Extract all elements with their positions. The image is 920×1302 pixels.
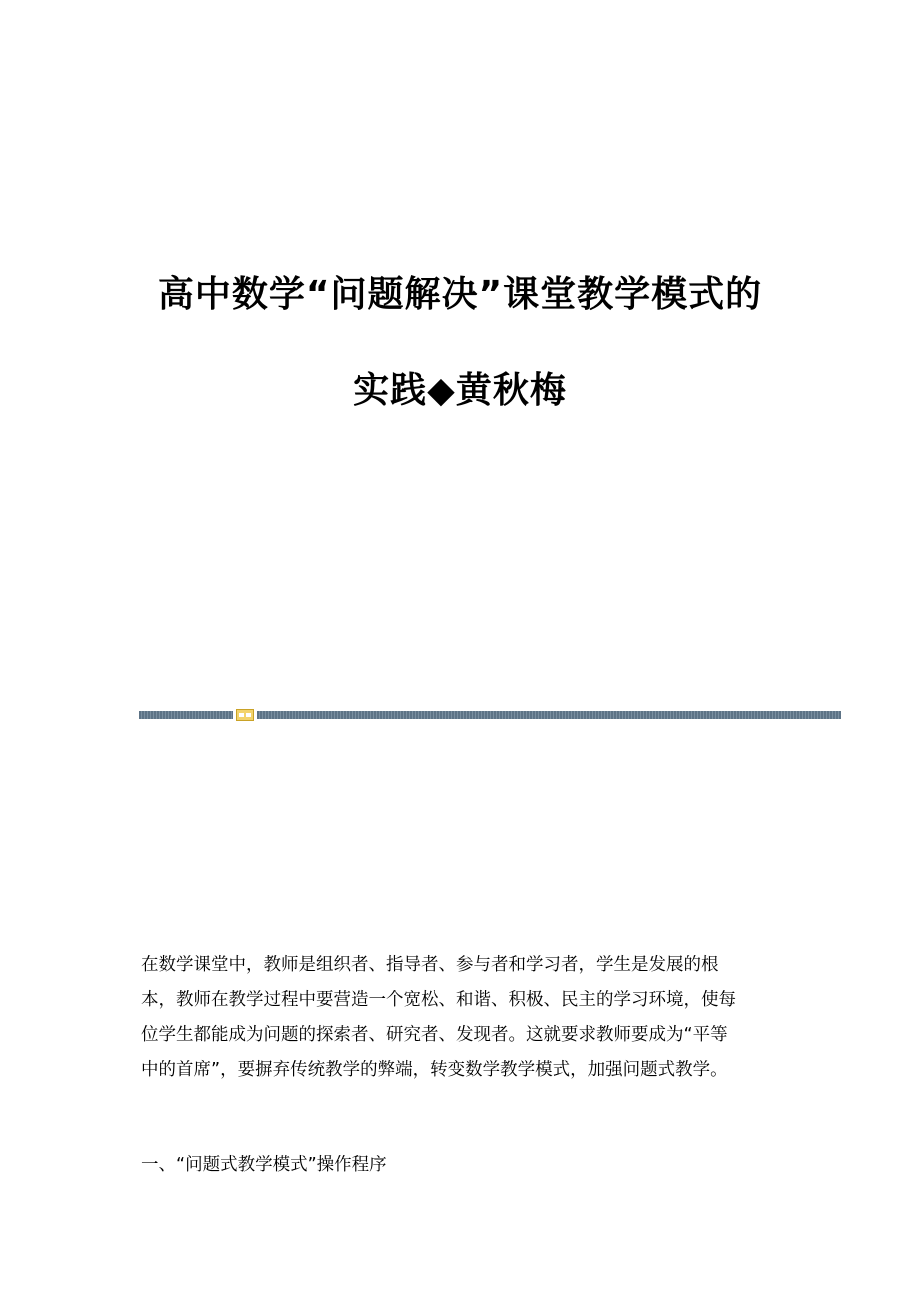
title-line-1: 高中数学“问题解决”课堂教学模式的 — [157, 274, 763, 315]
title-line-2: 实践◆黄秋梅 — [353, 370, 567, 411]
divider-ornament-icon — [236, 709, 254, 721]
section-divider — [139, 711, 841, 719]
paragraph-line: 位学生都能成为问题的探索者、研究者、发现者。这就要求教师要成为“平等 — [141, 1025, 728, 1045]
paragraph-line: 中的首席”，要摒弃传统教学的弊端，转变数学教学模式，加强问题式教学。 — [141, 1060, 728, 1080]
intro-paragraph — [141, 948, 781, 1088]
divider-bar-left — [139, 711, 233, 719]
section-heading: 一、“问题式教学模式”操作程序 — [141, 1155, 387, 1175]
paragraph-line: 本，教师在教学过程中要营造一个宽松、和谐、积极、民主的学习环境，使每 — [141, 990, 736, 1010]
divider-bar-right — [257, 711, 841, 719]
paragraph-line: 在数学课堂中，教师是组织者、指导者、参与者和学习者，学生是发展的根 — [141, 955, 719, 975]
